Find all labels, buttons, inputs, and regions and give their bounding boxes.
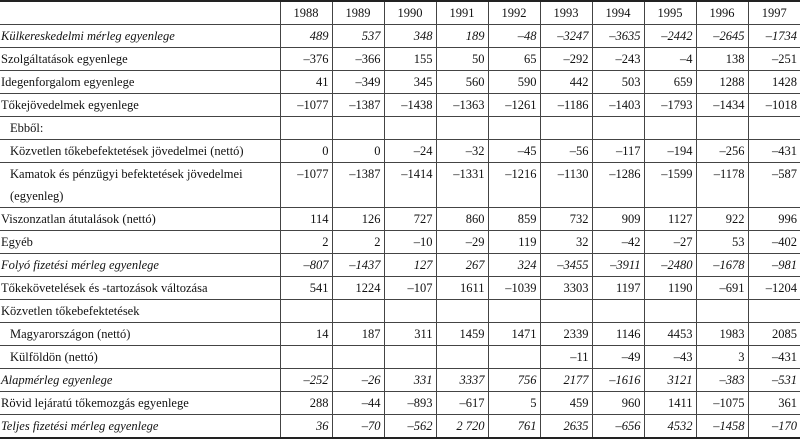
value-cell: –431 [748, 346, 800, 369]
value-cell: –1616 [592, 369, 644, 392]
value-cell: 1288 [696, 71, 748, 94]
value-cell: 1471 [488, 323, 540, 346]
value-cell: –24 [384, 140, 436, 163]
value-cell: –29 [436, 231, 488, 254]
value-cell: 0 [332, 140, 384, 163]
value-cell [280, 300, 332, 323]
value-cell [592, 117, 644, 140]
value-cell: –2442 [644, 25, 696, 48]
value-cell: 732 [540, 208, 592, 231]
value-cell: 1611 [436, 277, 488, 300]
value-cell: –562 [384, 415, 436, 439]
value-cell: –1678 [696, 254, 748, 277]
table-row [0, 300, 800, 323]
table-row [0, 277, 800, 300]
table-row [0, 117, 800, 140]
value-cell: –42 [592, 231, 644, 254]
value-cell: –366 [332, 48, 384, 71]
value-cell [332, 300, 384, 323]
row-label: Egyéb [0, 231, 280, 254]
value-cell: –256 [696, 140, 748, 163]
header-label-cell [0, 1, 280, 25]
value-cell: 909 [592, 208, 644, 231]
value-cell: 138 [696, 48, 748, 71]
value-cell [696, 117, 748, 140]
table-row [0, 231, 800, 254]
value-cell: –2645 [696, 25, 748, 48]
value-cell: –1414 [384, 163, 436, 208]
value-cell [540, 300, 592, 323]
value-cell: 4532 [644, 415, 696, 439]
value-cell: –1261 [488, 94, 540, 117]
value-cell: –170 [748, 415, 800, 439]
table-row [0, 94, 800, 117]
value-cell: 922 [696, 208, 748, 231]
value-cell: –1018 [748, 94, 800, 117]
value-cell: –1387 [332, 94, 384, 117]
value-cell: 3303 [540, 277, 592, 300]
value-cell: –376 [280, 48, 332, 71]
value-cell: 727 [384, 208, 436, 231]
value-cell: –431 [748, 140, 800, 163]
value-cell: 590 [488, 71, 540, 94]
row-label: Tőkejövedelmek egyenlege [0, 94, 280, 117]
value-cell: 1983 [696, 323, 748, 346]
row-label: Kamatok és pénzügyi befektetések jövedelmei (egyenleg) [0, 163, 280, 208]
value-cell: 2 [280, 231, 332, 254]
value-cell: 119 [488, 231, 540, 254]
value-cell: –107 [384, 277, 436, 300]
table-row [0, 323, 800, 346]
value-cell: 503 [592, 71, 644, 94]
table-row [0, 140, 800, 163]
year-header-1991: 1991 [436, 1, 488, 25]
value-cell: –1216 [488, 163, 540, 208]
table-row [0, 25, 800, 48]
row-label: Tőkekövetelések és -tartozások változása [0, 277, 280, 300]
value-cell: –1286 [592, 163, 644, 208]
value-cell: –2480 [644, 254, 696, 277]
value-cell: 155 [384, 48, 436, 71]
value-cell: –1178 [696, 163, 748, 208]
value-cell: 442 [540, 71, 592, 94]
value-cell [332, 117, 384, 140]
value-cell [644, 117, 696, 140]
value-cell: 187 [332, 323, 384, 346]
value-cell: –1077 [280, 94, 332, 117]
value-cell: 3121 [644, 369, 696, 392]
value-cell: 1197 [592, 277, 644, 300]
value-cell: 2177 [540, 369, 592, 392]
value-cell: 1459 [436, 323, 488, 346]
value-cell: 2339 [540, 323, 592, 346]
value-cell: 127 [384, 254, 436, 277]
value-cell: 560 [436, 71, 488, 94]
value-cell: –1363 [436, 94, 488, 117]
value-cell: –1734 [748, 25, 800, 48]
value-cell: 1224 [332, 277, 384, 300]
value-cell: 65 [488, 48, 540, 71]
value-cell: 311 [384, 323, 436, 346]
year-header-1996: 1996 [696, 1, 748, 25]
value-cell: –531 [748, 369, 800, 392]
year-header-1993: 1993 [540, 1, 592, 25]
value-cell [332, 346, 384, 369]
value-cell: –27 [644, 231, 696, 254]
value-cell: –349 [332, 71, 384, 94]
value-cell: –26 [332, 369, 384, 392]
row-label: Idegenforgalom egyenlege [0, 71, 280, 94]
value-cell: –194 [644, 140, 696, 163]
value-cell: 4453 [644, 323, 696, 346]
value-cell: –45 [488, 140, 540, 163]
value-cell: –1204 [748, 277, 800, 300]
value-cell: 288 [280, 392, 332, 415]
value-cell: –252 [280, 369, 332, 392]
value-cell: –1793 [644, 94, 696, 117]
value-cell [436, 300, 488, 323]
value-cell: 459 [540, 392, 592, 415]
year-header-1988: 1988 [280, 1, 332, 25]
value-cell: 5 [488, 392, 540, 415]
value-cell: 2635 [540, 415, 592, 439]
value-cell: 267 [436, 254, 488, 277]
value-cell [488, 346, 540, 369]
table-row [0, 346, 800, 369]
table-row [0, 163, 800, 208]
value-cell [384, 117, 436, 140]
value-cell: 960 [592, 392, 644, 415]
value-cell: –1403 [592, 94, 644, 117]
table-body [0, 25, 800, 439]
value-cell [540, 117, 592, 140]
value-cell: –1331 [436, 163, 488, 208]
table-row [0, 48, 800, 71]
value-cell: 324 [488, 254, 540, 277]
row-label: Közvetlen tőkebefektetések [0, 300, 280, 323]
row-label: Szolgáltatások egyenlege [0, 48, 280, 71]
value-cell [436, 346, 488, 369]
value-cell [384, 300, 436, 323]
value-cell: 348 [384, 25, 436, 48]
value-cell: –981 [748, 254, 800, 277]
value-cell: –402 [748, 231, 800, 254]
header-row [0, 1, 800, 25]
year-header-1992: 1992 [488, 1, 540, 25]
value-cell [488, 117, 540, 140]
value-cell: –3247 [540, 25, 592, 48]
table-row [0, 369, 800, 392]
table-row [0, 71, 800, 94]
value-cell: 2 [332, 231, 384, 254]
value-cell: –3635 [592, 25, 644, 48]
value-cell: 489 [280, 25, 332, 48]
value-cell: –48 [488, 25, 540, 48]
value-cell: 1411 [644, 392, 696, 415]
value-cell: 659 [644, 71, 696, 94]
value-cell [644, 300, 696, 323]
value-cell: –656 [592, 415, 644, 439]
value-cell: –1039 [488, 277, 540, 300]
value-cell: 541 [280, 277, 332, 300]
row-label: Folyó fizetési mérleg egyenlege [0, 254, 280, 277]
value-cell: –1458 [696, 415, 748, 439]
value-cell: –383 [696, 369, 748, 392]
year-header-1989: 1989 [332, 1, 384, 25]
value-cell: 1127 [644, 208, 696, 231]
year-header-1995: 1995 [644, 1, 696, 25]
value-cell: 1428 [748, 71, 800, 94]
value-cell: 761 [488, 415, 540, 439]
value-cell: 859 [488, 208, 540, 231]
value-cell: –4 [644, 48, 696, 71]
row-label: Magyarországon (nettó) [0, 323, 280, 346]
value-cell: –70 [332, 415, 384, 439]
value-cell: 345 [384, 71, 436, 94]
value-cell: –56 [540, 140, 592, 163]
value-cell: 3 [696, 346, 748, 369]
value-cell: 189 [436, 25, 488, 48]
value-cell: –1130 [540, 163, 592, 208]
value-cell: 996 [748, 208, 800, 231]
value-cell: 1146 [592, 323, 644, 346]
value-cell [436, 117, 488, 140]
table-row [0, 254, 800, 277]
value-cell: 2 720 [436, 415, 488, 439]
value-cell: –1387 [332, 163, 384, 208]
value-cell: –117 [592, 140, 644, 163]
year-header-1997: 1997 [748, 1, 800, 25]
row-label: Ebből: [0, 117, 280, 140]
value-cell: –44 [332, 392, 384, 415]
value-cell: 41 [280, 71, 332, 94]
value-cell [696, 300, 748, 323]
value-cell: 3337 [436, 369, 488, 392]
value-cell: –1075 [696, 392, 748, 415]
value-cell: 537 [332, 25, 384, 48]
value-cell: 2085 [748, 323, 800, 346]
value-cell [280, 117, 332, 140]
value-cell: –1437 [332, 254, 384, 277]
value-cell [280, 346, 332, 369]
value-cell: –691 [696, 277, 748, 300]
value-cell: –617 [436, 392, 488, 415]
row-label: Viszonzatlan átutalások (nettó) [0, 208, 280, 231]
value-cell: 53 [696, 231, 748, 254]
value-cell [748, 117, 800, 140]
value-cell: –1438 [384, 94, 436, 117]
year-header-1994: 1994 [592, 1, 644, 25]
row-label: Külkereskedelmi mérleg egyenlege [0, 25, 280, 48]
value-cell: 114 [280, 208, 332, 231]
value-cell: 32 [540, 231, 592, 254]
value-cell: 860 [436, 208, 488, 231]
value-cell: –1599 [644, 163, 696, 208]
value-cell: –807 [280, 254, 332, 277]
value-cell: 0 [280, 140, 332, 163]
value-cell: 14 [280, 323, 332, 346]
value-cell: –587 [748, 163, 800, 208]
value-cell: 756 [488, 369, 540, 392]
value-cell: –1434 [696, 94, 748, 117]
value-cell: –893 [384, 392, 436, 415]
value-cell: –11 [540, 346, 592, 369]
value-cell: –292 [540, 48, 592, 71]
value-cell: 1190 [644, 277, 696, 300]
value-cell [748, 300, 800, 323]
value-cell: 36 [280, 415, 332, 439]
value-cell [488, 300, 540, 323]
value-cell: –3455 [540, 254, 592, 277]
table-row [0, 415, 800, 439]
value-cell: –49 [592, 346, 644, 369]
row-label: Közvetlen tőkebefektetések jövedelmei (nettó) [0, 140, 280, 163]
value-cell [384, 346, 436, 369]
value-cell: –1186 [540, 94, 592, 117]
year-header-1990: 1990 [384, 1, 436, 25]
value-cell: –43 [644, 346, 696, 369]
value-cell: –251 [748, 48, 800, 71]
value-cell: 331 [384, 369, 436, 392]
value-cell: 50 [436, 48, 488, 71]
value-cell: –243 [592, 48, 644, 71]
value-cell: 126 [332, 208, 384, 231]
row-label: Teljes fizetési mérleg egyenlege [0, 415, 280, 439]
row-label: Rövid lejáratú tőkemozgás egyenlege [0, 392, 280, 415]
value-cell: 361 [748, 392, 800, 415]
value-cell [592, 300, 644, 323]
value-cell: –3911 [592, 254, 644, 277]
row-label: Külföldön (nettó) [0, 346, 280, 369]
table-row [0, 208, 800, 231]
table-row [0, 392, 800, 415]
value-cell: –10 [384, 231, 436, 254]
row-label: Alapmérleg egyenlege [0, 369, 280, 392]
value-cell: –32 [436, 140, 488, 163]
value-cell: –1077 [280, 163, 332, 208]
